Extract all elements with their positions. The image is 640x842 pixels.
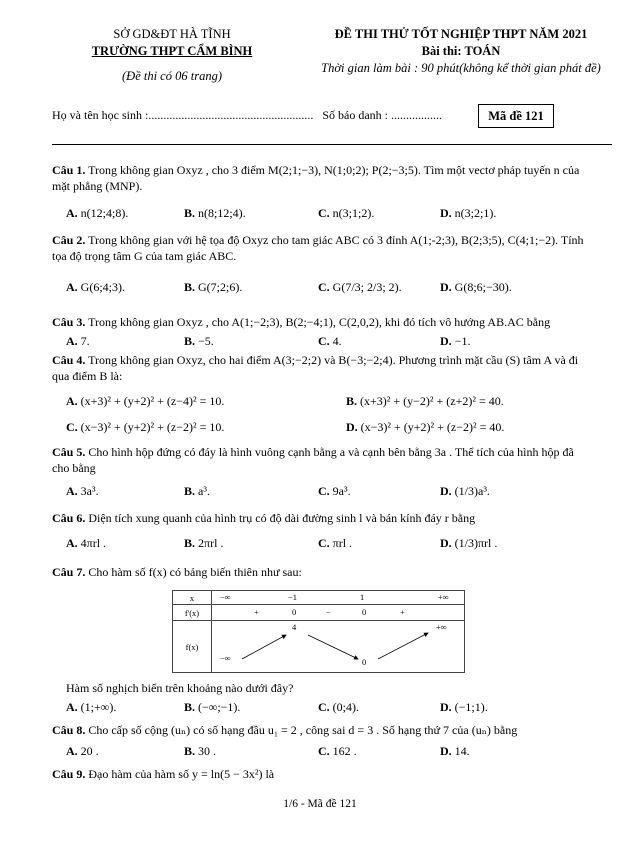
- option-a: 3a³.: [80, 484, 99, 498]
- option-b: 30 .: [198, 744, 217, 758]
- question-4-options-row1: A. (x+3)² + (y+2)² + (z−4)² = 10. B. (x+3)² + (y−2)² + (z+2)² = 40.: [66, 394, 504, 408]
- option-a: n(12;4;8).: [80, 206, 129, 220]
- exam-header: [296, 26, 626, 77]
- question-text: Trong không gian Oxyz , cho 3 điểm M(2;1;−3), N(1;0;2); P(2;−3;5). Tìm một vectơ pháp tuyến n của mặt phẳng (MNP).: [52, 163, 580, 193]
- question-text: Trong không gian Oxyz , cho A(1;−2;3), B(2;−4;1), C(2,0,2), khi đó tích vô hướng AB.AC bằng: [88, 315, 551, 329]
- option-a: 20 .: [80, 744, 99, 758]
- variation-arrows: [212, 621, 464, 673]
- question-text: Cho cấp số cộng (uₙ) có số hạng đầu u₁ = 2 , công sai d = 3 . Số hạng thứ 7 của (uₙ) bằng: [88, 723, 518, 737]
- question-stem: Câu 3.: [52, 315, 86, 329]
- fp-val: 0: [362, 607, 367, 617]
- f-val: 0: [362, 657, 367, 667]
- table-fp-row: [212, 605, 465, 621]
- table-fp-label: f'(x): [173, 605, 212, 621]
- student-id-field: Số báo danh : .................: [322, 108, 442, 122]
- table-f-row: [212, 621, 465, 673]
- option-b: 2πrl .: [198, 536, 224, 550]
- student-name-field: Họ và tên học sinh :.......................................................: [52, 108, 314, 122]
- question-stem: Câu 6.: [52, 511, 86, 525]
- question-9: [52, 766, 592, 782]
- question-4-options-row2: C. (x−3)² + (y+2)² + (z−2)² = 10. D. (x−3)² + (y+2)² + (z−2)² = 40.: [66, 420, 505, 434]
- question-text: Trong không gian với hệ tọa độ Oxyz cho tam giác ABC có 3 đỉnh A(1;-2;3), B(2;3;5), C(4;1;−2). Tính tọa độ trọng tâm G của tam giác ABC.: [52, 233, 584, 263]
- page-footer: 1/6 - Mã đề 121: [283, 798, 357, 810]
- question-7: [52, 564, 592, 580]
- option-c: n(3;1;2).: [332, 206, 375, 220]
- question-stem: Câu 2.: [52, 233, 86, 247]
- question-7-sub: Hàm số nghịch biến trên khoảng nào dưới đây?: [66, 681, 294, 695]
- question-2-options: A. G(6;4;3). B. G(7;2;6). C. G(7/3; 2/3; 2). D. G(8;6;−30).: [66, 280, 512, 294]
- fp-val: 0: [292, 607, 297, 617]
- option-a: 4πrl .: [80, 536, 107, 550]
- option-a: (1;+∞).: [80, 700, 117, 714]
- option-b: n(8;12;4).: [198, 206, 246, 220]
- exam-code: Mã đề 121: [478, 104, 554, 128]
- option-d: n(3;2;1).: [454, 206, 497, 220]
- question-6: [52, 510, 592, 526]
- option-d: (−1;1).: [454, 700, 488, 714]
- question-text: Đạo hàm của hàm số y = ln(5 − 3x²) là: [88, 767, 275, 781]
- fp-val: −: [326, 607, 331, 617]
- variation-table: [172, 590, 465, 673]
- option-c: 4.: [332, 334, 342, 348]
- option-b: a³.: [198, 484, 210, 498]
- option-d: (1/3)πrl .: [454, 536, 498, 550]
- arrow-up-1: [242, 635, 286, 659]
- option-b: (x+3)² + (y−2)² + (z+2)² = 40.: [360, 394, 504, 408]
- arrow-down: [308, 635, 358, 659]
- x-val: −∞: [220, 592, 231, 602]
- fp-val: +: [400, 607, 405, 617]
- option-b: (−∞;−1).: [198, 700, 241, 714]
- option-a: G(6;4;3).: [80, 280, 125, 294]
- question-stem: Câu 9.: [52, 767, 86, 781]
- time-note: Thời gian làm bài : 90 phút(không kể thời gian phát đề): [321, 61, 601, 75]
- option-a: 7.: [80, 334, 90, 348]
- department-name: SỞ GD&ĐT HÀ TĨNH: [113, 27, 231, 41]
- subject-name: Bài thi: TOÁN: [421, 44, 501, 58]
- question-6-options: A. 4πrl . B. 2πrl . C. πrl . D. (1/3)πrl .: [66, 536, 498, 550]
- table-x-row: [212, 591, 465, 605]
- question-stem: Câu 8.: [52, 723, 86, 737]
- question-3: [52, 314, 592, 330]
- x-val: −1: [288, 592, 298, 602]
- option-a: (x+3)² + (y+2)² + (z−4)² = 10.: [80, 394, 225, 408]
- question-stem: Câu 7.: [52, 565, 86, 579]
- f-val: 4: [292, 622, 297, 632]
- option-d: 14.: [454, 744, 470, 758]
- option-c: G(7/3; 2/3; 2).: [332, 280, 402, 294]
- option-c: (x−3)² + (y+2)² + (z−2)² = 10.: [80, 420, 225, 434]
- table-x-label: x: [173, 591, 212, 605]
- question-5-options: A. 3a³. B. a³. C. 9a³. D. (1/3)a³.: [66, 484, 490, 498]
- option-d: G(8;6;−30).: [454, 280, 512, 294]
- question-1-options: A. n(12;4;8). B. n(8;12;4). C. n(3;1;2). D. n(3;2;1).: [66, 206, 497, 220]
- school-header: [52, 26, 292, 85]
- question-stem: Câu 1.: [52, 163, 86, 177]
- divider: [52, 144, 612, 145]
- option-c: 9a³.: [332, 484, 351, 498]
- arrow-up-2: [378, 633, 428, 659]
- question-2: [52, 232, 592, 264]
- question-text: Trong không gian Oxyz, cho hai điểm A(3;−2;2) và B(−3;−2;4). Phương trình mặt cầu (S) tâm A và đi qua điểm B là:: [52, 353, 579, 383]
- question-text: Cho hàm số f(x) có bảng biến thiên như sau:: [88, 565, 302, 579]
- question-8-options: A. 20 . B. 30 . C. 162 . D. 14.: [66, 744, 470, 758]
- x-val: +∞: [438, 592, 449, 602]
- option-d: (1/3)a³.: [454, 484, 490, 498]
- option-c: πrl .: [332, 536, 353, 550]
- school-name: TRƯỜNG THPT CẨM BÌNH: [91, 44, 253, 58]
- question-5: [52, 444, 592, 476]
- f-val: −∞: [220, 653, 231, 663]
- question-text: Diện tích xung quanh của hình trụ có độ dài đường sinh l và bán kính đáy r bằng: [88, 511, 476, 525]
- question-3-options: A. 7. B. −5. C. 4. D. −1.: [66, 334, 471, 348]
- question-8: [52, 722, 592, 738]
- fp-val: +: [254, 607, 259, 617]
- option-d: −1.: [454, 334, 471, 348]
- option-b: −5.: [198, 334, 214, 348]
- option-d: (x−3)² + (y+2)² + (z−2)² = 40.: [360, 420, 505, 434]
- question-1: [52, 162, 592, 194]
- option-b: G(7;2;6).: [198, 280, 243, 294]
- x-val: 1: [360, 592, 365, 602]
- exam-title: ĐỀ THI THỬ TỐT NGHIỆP THPT NĂM 2021: [334, 27, 588, 41]
- question-stem: Câu 5.: [52, 445, 86, 459]
- page-count-note: (Đề thi có 06 trang): [122, 69, 222, 83]
- question-text: Cho hình hộp đứng có đáy là hình vuông cạnh bằng a và cạnh bên bằng 3a . Thể tích của hình hộp đã cho bằng: [52, 445, 574, 475]
- option-c: (0;4).: [332, 700, 359, 714]
- table-f-label: f(x): [173, 621, 212, 673]
- question-7-options: A. (1;+∞). B. (−∞;−1). C. (0;4). D. (−1;1).: [66, 700, 488, 714]
- f-val: +∞: [436, 622, 447, 632]
- question-stem: Câu 4.: [52, 353, 86, 367]
- option-c: 162 .: [332, 744, 357, 758]
- question-4: [52, 352, 592, 384]
